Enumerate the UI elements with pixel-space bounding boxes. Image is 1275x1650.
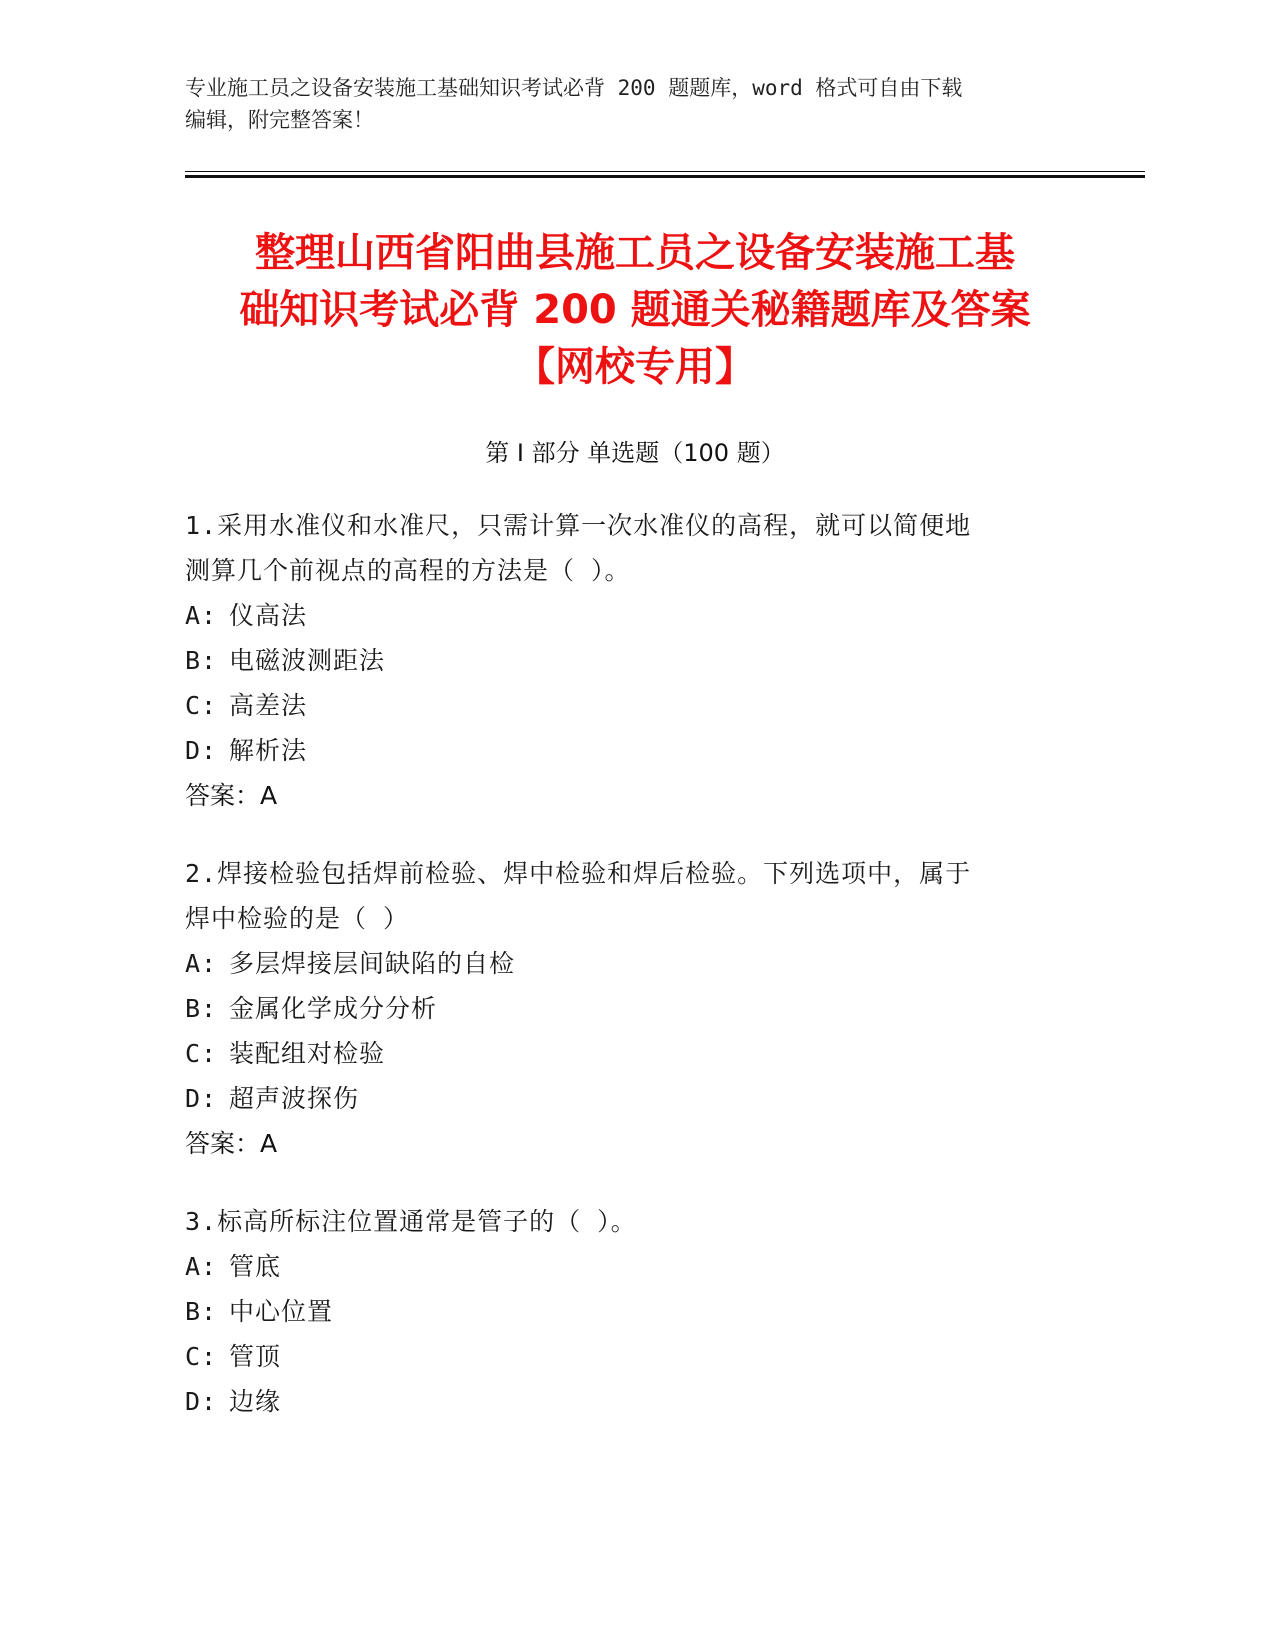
question-3-option-c	[185, 1334, 1085, 1379]
option-letter: D:	[185, 736, 218, 765]
option-letter: C:	[185, 1342, 218, 1371]
option-letter: C:	[185, 691, 218, 720]
option-text: 仪高法	[229, 601, 308, 630]
title-line-1: 整理山西省阳曲县施工员之设备安装施工基	[255, 230, 1015, 276]
section-heading: 第 I 部分 单选题（100 题）	[485, 439, 785, 467]
option-text: 高差法	[229, 691, 308, 720]
option-letter: C:	[185, 1039, 218, 1068]
question-1-option-a	[185, 593, 1085, 638]
option-letter: B:	[185, 646, 218, 675]
option-text: 管底	[229, 1252, 282, 1281]
option-letter: D:	[185, 1387, 218, 1416]
option-letter: B:	[185, 994, 218, 1023]
option-text: 装配组对检验	[229, 1039, 386, 1068]
header-divider-thin	[185, 171, 1145, 172]
option-text: 管顶	[229, 1342, 282, 1371]
question-1-option-c	[185, 683, 1085, 728]
option-letter: D:	[185, 1084, 218, 1113]
option-text: 解析法	[229, 736, 308, 765]
question-2-stem-line-1: 2.焊接检验包括焊前检验、焊中检验和焊后检验。下列选项中，属于	[185, 859, 972, 888]
question-1-stem-line-1: 1.采用水准仪和水准尺，只需计算一次水准仪的高程，就可以简便地	[185, 511, 972, 540]
question-3	[185, 1199, 1085, 1424]
option-text: 金属化学成分分析	[229, 994, 438, 1023]
question-1-option-b	[185, 638, 1085, 683]
option-letter: A:	[185, 601, 218, 630]
question-3-stem-line-1: 3.标高所标注位置通常是管子的（ ）。	[185, 1207, 637, 1236]
header-note-line-2: 编辑，附完整答案！	[185, 108, 374, 132]
question-2	[185, 851, 1085, 1166]
title-line-2: 础知识考试必背 200 题通关秘籍题库及答案	[239, 287, 1031, 333]
question-2-answer: 答案：A	[185, 1129, 278, 1158]
question-1-answer: 答案：A	[185, 781, 278, 810]
question-2-option-c	[185, 1031, 1085, 1076]
question-2-option-d	[185, 1076, 1085, 1121]
question-2-option-b	[185, 986, 1085, 1031]
option-text: 多层焊接层间缺陷的自检	[229, 949, 516, 978]
option-text: 中心位置	[229, 1297, 334, 1326]
question-3-option-b	[185, 1289, 1085, 1334]
option-text: 超声波探伤	[229, 1084, 360, 1113]
option-letter: A:	[185, 1252, 218, 1281]
option-letter: B:	[185, 1297, 218, 1326]
question-2-stem-line-2: 焊中检验的是（ ）	[185, 904, 410, 933]
question-1-option-d	[185, 728, 1085, 773]
question-3-option-a	[185, 1244, 1085, 1289]
question-2-option-a	[185, 941, 1085, 986]
header-divider-thick	[185, 175, 1145, 178]
header-note	[185, 72, 1065, 136]
option-text: 电磁波测距法	[229, 646, 386, 675]
question-1-stem-line-2: 测算几个前视点的高程的方法是（ ）。	[185, 556, 631, 585]
header-note-line-1: 专业施工员之设备安装施工基础知识考试必背 200 题题库，word 格式可自由下载	[185, 76, 963, 100]
option-letter: A:	[185, 949, 218, 978]
question-1	[185, 503, 1085, 818]
question-3-option-d	[185, 1379, 1085, 1424]
document-title	[185, 225, 1085, 396]
title-line-3: 【网校专用】	[515, 344, 755, 390]
option-text: 边缘	[229, 1387, 282, 1416]
